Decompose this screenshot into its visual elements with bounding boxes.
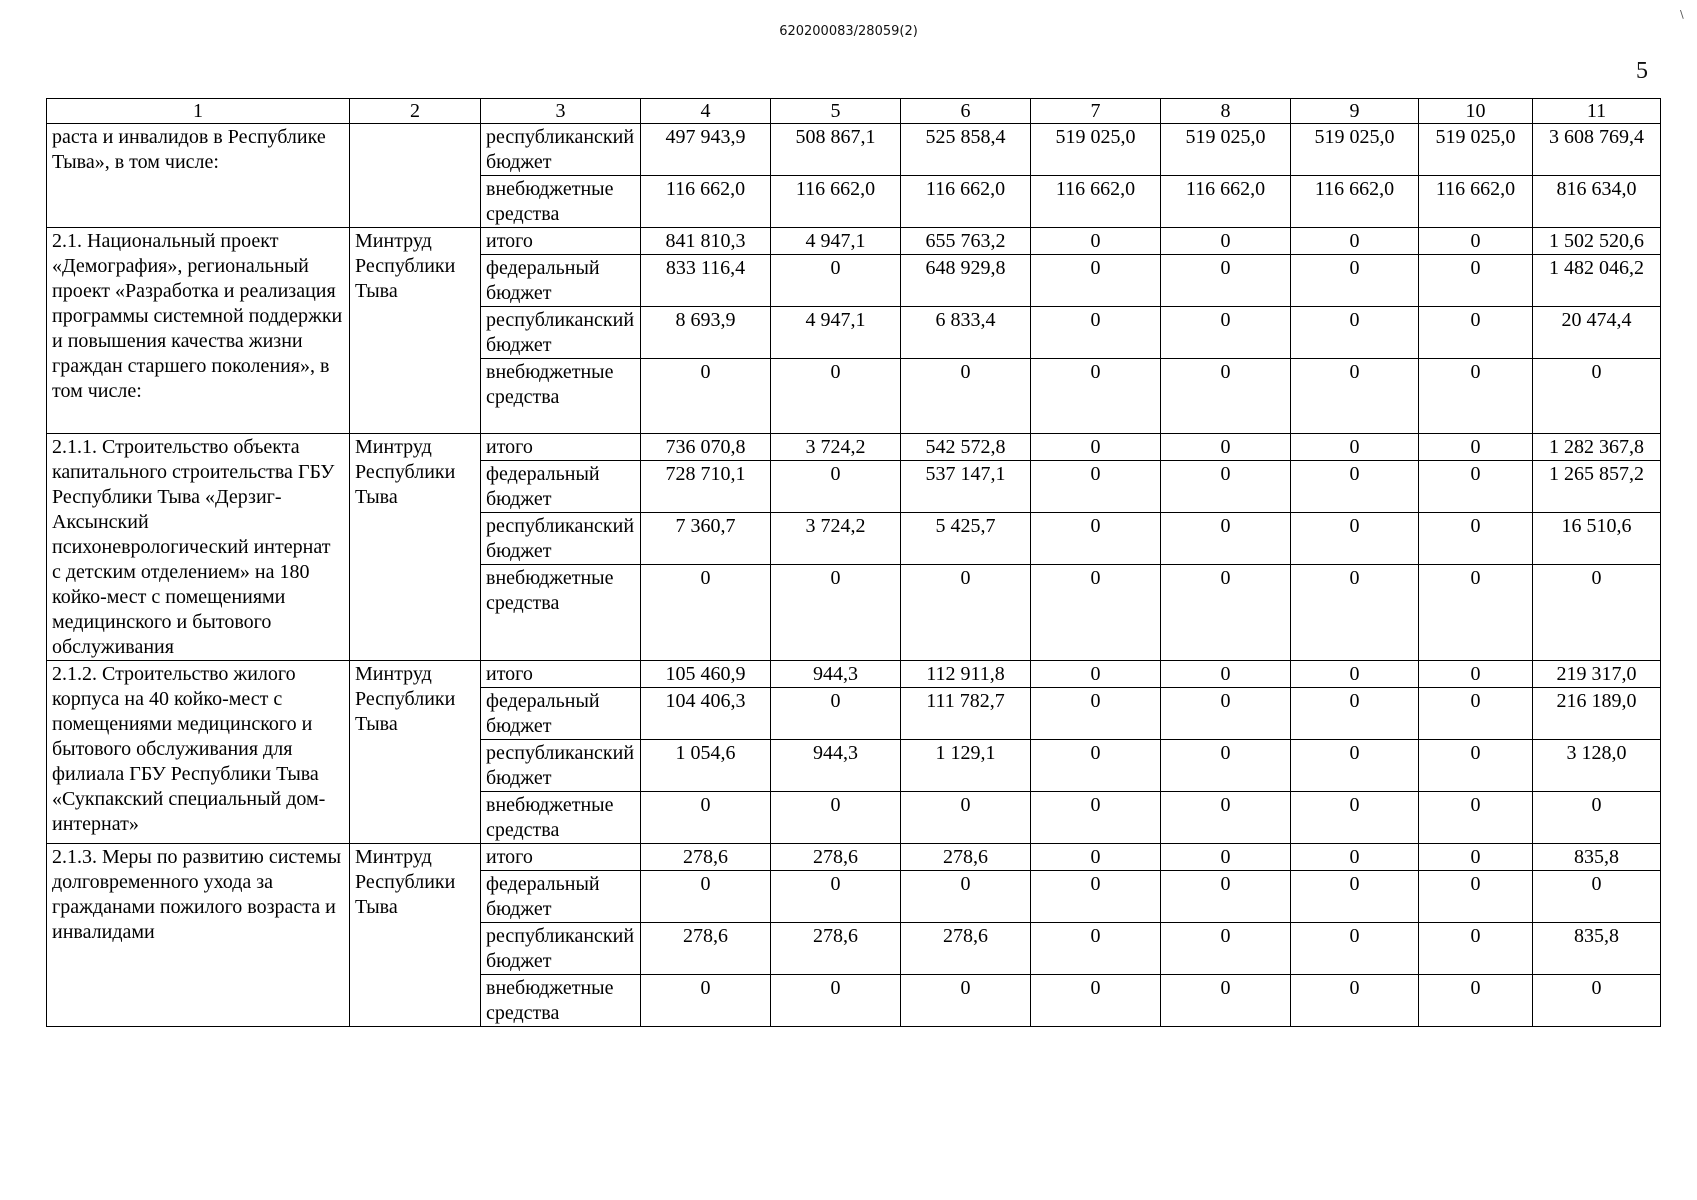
document-id: 620200083/28059(2) [779, 24, 918, 39]
amount-cell: 0 [1533, 871, 1661, 923]
amount-cell: 0 [1161, 434, 1291, 461]
amount-cell: 736 070,8 [641, 434, 771, 461]
amount-cell: 116 662,0 [1161, 176, 1291, 228]
amount-cell: 6 833,4 [901, 307, 1031, 359]
amount-cell: 0 [1291, 661, 1419, 688]
amount-cell: 0 [1031, 688, 1161, 740]
column-header: 9 [1291, 99, 1419, 124]
amount-cell: 519 025,0 [1419, 124, 1533, 176]
amount-cell: 8 693,9 [641, 307, 771, 359]
amount-cell: 0 [1161, 228, 1291, 255]
table-row [47, 844, 1661, 871]
amount-cell: 0 [1533, 792, 1661, 844]
amount-cell: 4 947,1 [771, 228, 901, 255]
amount-cell: 0 [1161, 661, 1291, 688]
amount-cell: 1 482 046,2 [1533, 255, 1661, 307]
amount-cell: 3 128,0 [1533, 740, 1661, 792]
column-header: 3 [481, 99, 641, 124]
amount-cell: 0 [1161, 461, 1291, 513]
amount-cell: 0 [1419, 359, 1533, 434]
column-header: 10 [1419, 99, 1533, 124]
responsible-executor: Минтруд Республики Тыва [350, 844, 481, 1027]
amount-cell: 508 867,1 [771, 124, 901, 176]
amount-cell: 0 [1291, 871, 1419, 923]
amount-cell: 0 [1031, 434, 1161, 461]
amount-cell: 0 [1031, 740, 1161, 792]
amount-cell: 7 360,7 [641, 513, 771, 565]
amount-cell: 0 [1161, 513, 1291, 565]
column-header-row [47, 99, 1661, 124]
amount-cell: 537 147,1 [901, 461, 1031, 513]
column-header: 5 [771, 99, 901, 124]
amount-cell: 0 [901, 565, 1031, 661]
funding-source: федеральный бюджет [481, 871, 641, 923]
amount-cell: 0 [1291, 307, 1419, 359]
amount-cell: 0 [1419, 792, 1533, 844]
amount-cell: 0 [1031, 228, 1161, 255]
amount-cell: 0 [1161, 792, 1291, 844]
amount-cell: 0 [1291, 975, 1419, 1027]
amount-cell: 0 [1031, 661, 1161, 688]
funding-source: федеральный бюджет [481, 461, 641, 513]
amount-cell: 648 929,8 [901, 255, 1031, 307]
amount-cell: 3 724,2 [771, 513, 901, 565]
amount-cell: 0 [1031, 359, 1161, 434]
amount-cell: 0 [1291, 792, 1419, 844]
amount-cell: 0 [1161, 871, 1291, 923]
amount-cell: 216 189,0 [1533, 688, 1661, 740]
table-row [47, 434, 1661, 461]
responsible-executor: Минтруд Республики Тыва [350, 228, 481, 434]
amount-cell: 0 [1031, 255, 1161, 307]
amount-cell: 0 [1161, 923, 1291, 975]
page-number: 5 [1636, 58, 1648, 84]
amount-cell: 1 282 367,8 [1533, 434, 1661, 461]
amount-cell: 0 [641, 359, 771, 434]
amount-cell: 0 [771, 461, 901, 513]
amount-cell: 0 [1291, 688, 1419, 740]
table-row [47, 661, 1661, 688]
column-header: 7 [1031, 99, 1161, 124]
responsible-executor [350, 124, 481, 228]
amount-cell: 0 [1161, 975, 1291, 1027]
amount-cell: 0 [771, 359, 901, 434]
amount-cell: 519 025,0 [1031, 124, 1161, 176]
amount-cell: 0 [901, 975, 1031, 1027]
amount-cell: 0 [1291, 565, 1419, 661]
amount-cell: 0 [1419, 307, 1533, 359]
amount-cell: 0 [1031, 792, 1161, 844]
amount-cell: 0 [1161, 255, 1291, 307]
amount-cell: 519 025,0 [1161, 124, 1291, 176]
amount-cell: 0 [1291, 923, 1419, 975]
amount-cell: 0 [1419, 740, 1533, 792]
corner-mark: \ [1680, 8, 1684, 21]
funding-source: республиканский бюджет [481, 513, 641, 565]
amount-cell: 0 [1419, 255, 1533, 307]
amount-cell: 3 608 769,4 [1533, 124, 1661, 176]
table-row [47, 124, 1661, 176]
amount-cell: 0 [1291, 844, 1419, 871]
amount-cell: 0 [901, 871, 1031, 923]
responsible-executor: Минтруд Республики Тыва [350, 434, 481, 661]
amount-cell: 0 [1419, 871, 1533, 923]
amount-cell: 116 662,0 [641, 176, 771, 228]
amount-cell: 0 [1031, 975, 1161, 1027]
amount-cell: 0 [1533, 565, 1661, 661]
budget-table [46, 98, 1661, 1027]
measure-description: 2.1.1. Строительство объекта капитального строительства ГБУ Республики Тыва «Дерзиг-Аксынский психоневрологический интернат с детским отделением» на 180 койко-мест с помещениями медицинского и бытового обслуживания [47, 434, 350, 661]
amount-cell: 104 406,3 [641, 688, 771, 740]
amount-cell: 0 [1291, 434, 1419, 461]
amount-cell: 816 634,0 [1533, 176, 1661, 228]
measure-description: 2.1. Национальный проект «Демография», региональный проект «Разработка и реализация программы системной поддержки и повышения качества жизни граждан старшего поколения», в том числе: [47, 228, 350, 434]
amount-cell: 0 [1291, 740, 1419, 792]
amount-cell: 0 [1419, 688, 1533, 740]
amount-cell: 0 [771, 565, 901, 661]
amount-cell: 0 [1161, 307, 1291, 359]
funding-source: внебюджетные средства [481, 975, 641, 1027]
amount-cell: 0 [1161, 359, 1291, 434]
amount-cell: 1 054,6 [641, 740, 771, 792]
amount-cell: 0 [1419, 228, 1533, 255]
amount-cell: 0 [771, 255, 901, 307]
amount-cell: 116 662,0 [901, 176, 1031, 228]
amount-cell: 0 [1031, 923, 1161, 975]
amount-cell: 0 [1533, 359, 1661, 434]
amount-cell: 4 947,1 [771, 307, 901, 359]
amount-cell: 0 [771, 688, 901, 740]
amount-cell: 278,6 [771, 923, 901, 975]
funding-source: республиканский бюджет [481, 124, 641, 176]
amount-cell: 0 [1161, 844, 1291, 871]
funding-source: федеральный бюджет [481, 255, 641, 307]
amount-cell: 278,6 [901, 923, 1031, 975]
amount-cell: 112 911,8 [901, 661, 1031, 688]
amount-cell: 16 510,6 [1533, 513, 1661, 565]
amount-cell: 841 810,3 [641, 228, 771, 255]
amount-cell: 525 858,4 [901, 124, 1031, 176]
column-header: 2 [350, 99, 481, 124]
amount-cell: 0 [1419, 661, 1533, 688]
funding-source: федеральный бюджет [481, 688, 641, 740]
amount-cell: 3 724,2 [771, 434, 901, 461]
amount-cell: 5 425,7 [901, 513, 1031, 565]
amount-cell: 111 782,7 [901, 688, 1031, 740]
funding-source: итого [481, 661, 641, 688]
amount-cell: 0 [1291, 228, 1419, 255]
amount-cell: 0 [1031, 461, 1161, 513]
amount-cell: 278,6 [641, 923, 771, 975]
column-header: 4 [641, 99, 771, 124]
amount-cell: 833 116,4 [641, 255, 771, 307]
amount-cell: 542 572,8 [901, 434, 1031, 461]
amount-cell: 0 [1419, 975, 1533, 1027]
amount-cell: 944,3 [771, 740, 901, 792]
amount-cell: 0 [1291, 359, 1419, 434]
amount-cell: 20 474,4 [1533, 307, 1661, 359]
amount-cell: 835,8 [1533, 923, 1661, 975]
column-header: 1 [47, 99, 350, 124]
funding-source: внебюджетные средства [481, 792, 641, 844]
funding-source: итого [481, 844, 641, 871]
amount-cell: 0 [641, 975, 771, 1027]
amount-cell: 0 [1291, 461, 1419, 513]
amount-cell: 835,8 [1533, 844, 1661, 871]
amount-cell: 0 [1161, 688, 1291, 740]
amount-cell: 0 [1419, 513, 1533, 565]
amount-cell: 0 [1031, 565, 1161, 661]
funding-source: внебюджетные средства [481, 565, 641, 661]
amount-cell: 278,6 [771, 844, 901, 871]
amount-cell: 0 [1031, 307, 1161, 359]
amount-cell: 278,6 [901, 844, 1031, 871]
amount-cell: 0 [641, 871, 771, 923]
funding-source: итого [481, 228, 641, 255]
amount-cell: 728 710,1 [641, 461, 771, 513]
amount-cell: 0 [1419, 434, 1533, 461]
funding-source: республиканский бюджет [481, 740, 641, 792]
amount-cell: 0 [1291, 255, 1419, 307]
column-header: 8 [1161, 99, 1291, 124]
amount-cell: 0 [1031, 513, 1161, 565]
amount-cell: 105 460,9 [641, 661, 771, 688]
amount-cell: 0 [1419, 923, 1533, 975]
column-header: 6 [901, 99, 1031, 124]
table-row [47, 228, 1661, 255]
funding-source: внебюджетные средства [481, 359, 641, 434]
amount-cell: 0 [1533, 975, 1661, 1027]
amount-cell: 1 129,1 [901, 740, 1031, 792]
amount-cell: 519 025,0 [1291, 124, 1419, 176]
amount-cell: 0 [641, 565, 771, 661]
amount-cell: 0 [1419, 844, 1533, 871]
funding-source: итого [481, 434, 641, 461]
amount-cell: 116 662,0 [771, 176, 901, 228]
measure-description: 2.1.2. Строительство жилого корпуса на 40 койко-мест с помещениями медицинского и бытового обслуживания для филиала ГБУ Республики Тыва «Сукпакский специальный дом-интернат» [47, 661, 350, 844]
amount-cell: 0 [1161, 565, 1291, 661]
funding-source: внебюджетные средства [481, 176, 641, 228]
amount-cell: 0 [641, 792, 771, 844]
amount-cell: 0 [771, 871, 901, 923]
amount-cell: 0 [1161, 740, 1291, 792]
funding-source: республиканский бюджет [481, 307, 641, 359]
amount-cell: 0 [1419, 565, 1533, 661]
amount-cell: 0 [1031, 844, 1161, 871]
amount-cell: 0 [771, 792, 901, 844]
measure-description: раста и инвалидов в Республике Тыва», в том числе: [47, 124, 350, 228]
amount-cell: 0 [1291, 513, 1419, 565]
column-header: 11 [1533, 99, 1661, 124]
funding-source: республиканский бюджет [481, 923, 641, 975]
amount-cell: 219 317,0 [1533, 661, 1661, 688]
responsible-executor: Минтруд Республики Тыва [350, 661, 481, 844]
amount-cell: 944,3 [771, 661, 901, 688]
amount-cell: 1 265 857,2 [1533, 461, 1661, 513]
amount-cell: 497 943,9 [641, 124, 771, 176]
measure-description: 2.1.3. Меры по развитию системы долговременного ухода за гражданами пожилого возраста и инвалидами [47, 844, 350, 1027]
amount-cell: 0 [771, 975, 901, 1027]
amount-cell: 0 [1031, 871, 1161, 923]
amount-cell: 655 763,2 [901, 228, 1031, 255]
amount-cell: 0 [901, 359, 1031, 434]
amount-cell: 0 [1419, 461, 1533, 513]
amount-cell: 116 662,0 [1419, 176, 1533, 228]
amount-cell: 1 502 520,6 [1533, 228, 1661, 255]
amount-cell: 116 662,0 [1031, 176, 1161, 228]
amount-cell: 116 662,0 [1291, 176, 1419, 228]
amount-cell: 278,6 [641, 844, 771, 871]
amount-cell: 0 [901, 792, 1031, 844]
